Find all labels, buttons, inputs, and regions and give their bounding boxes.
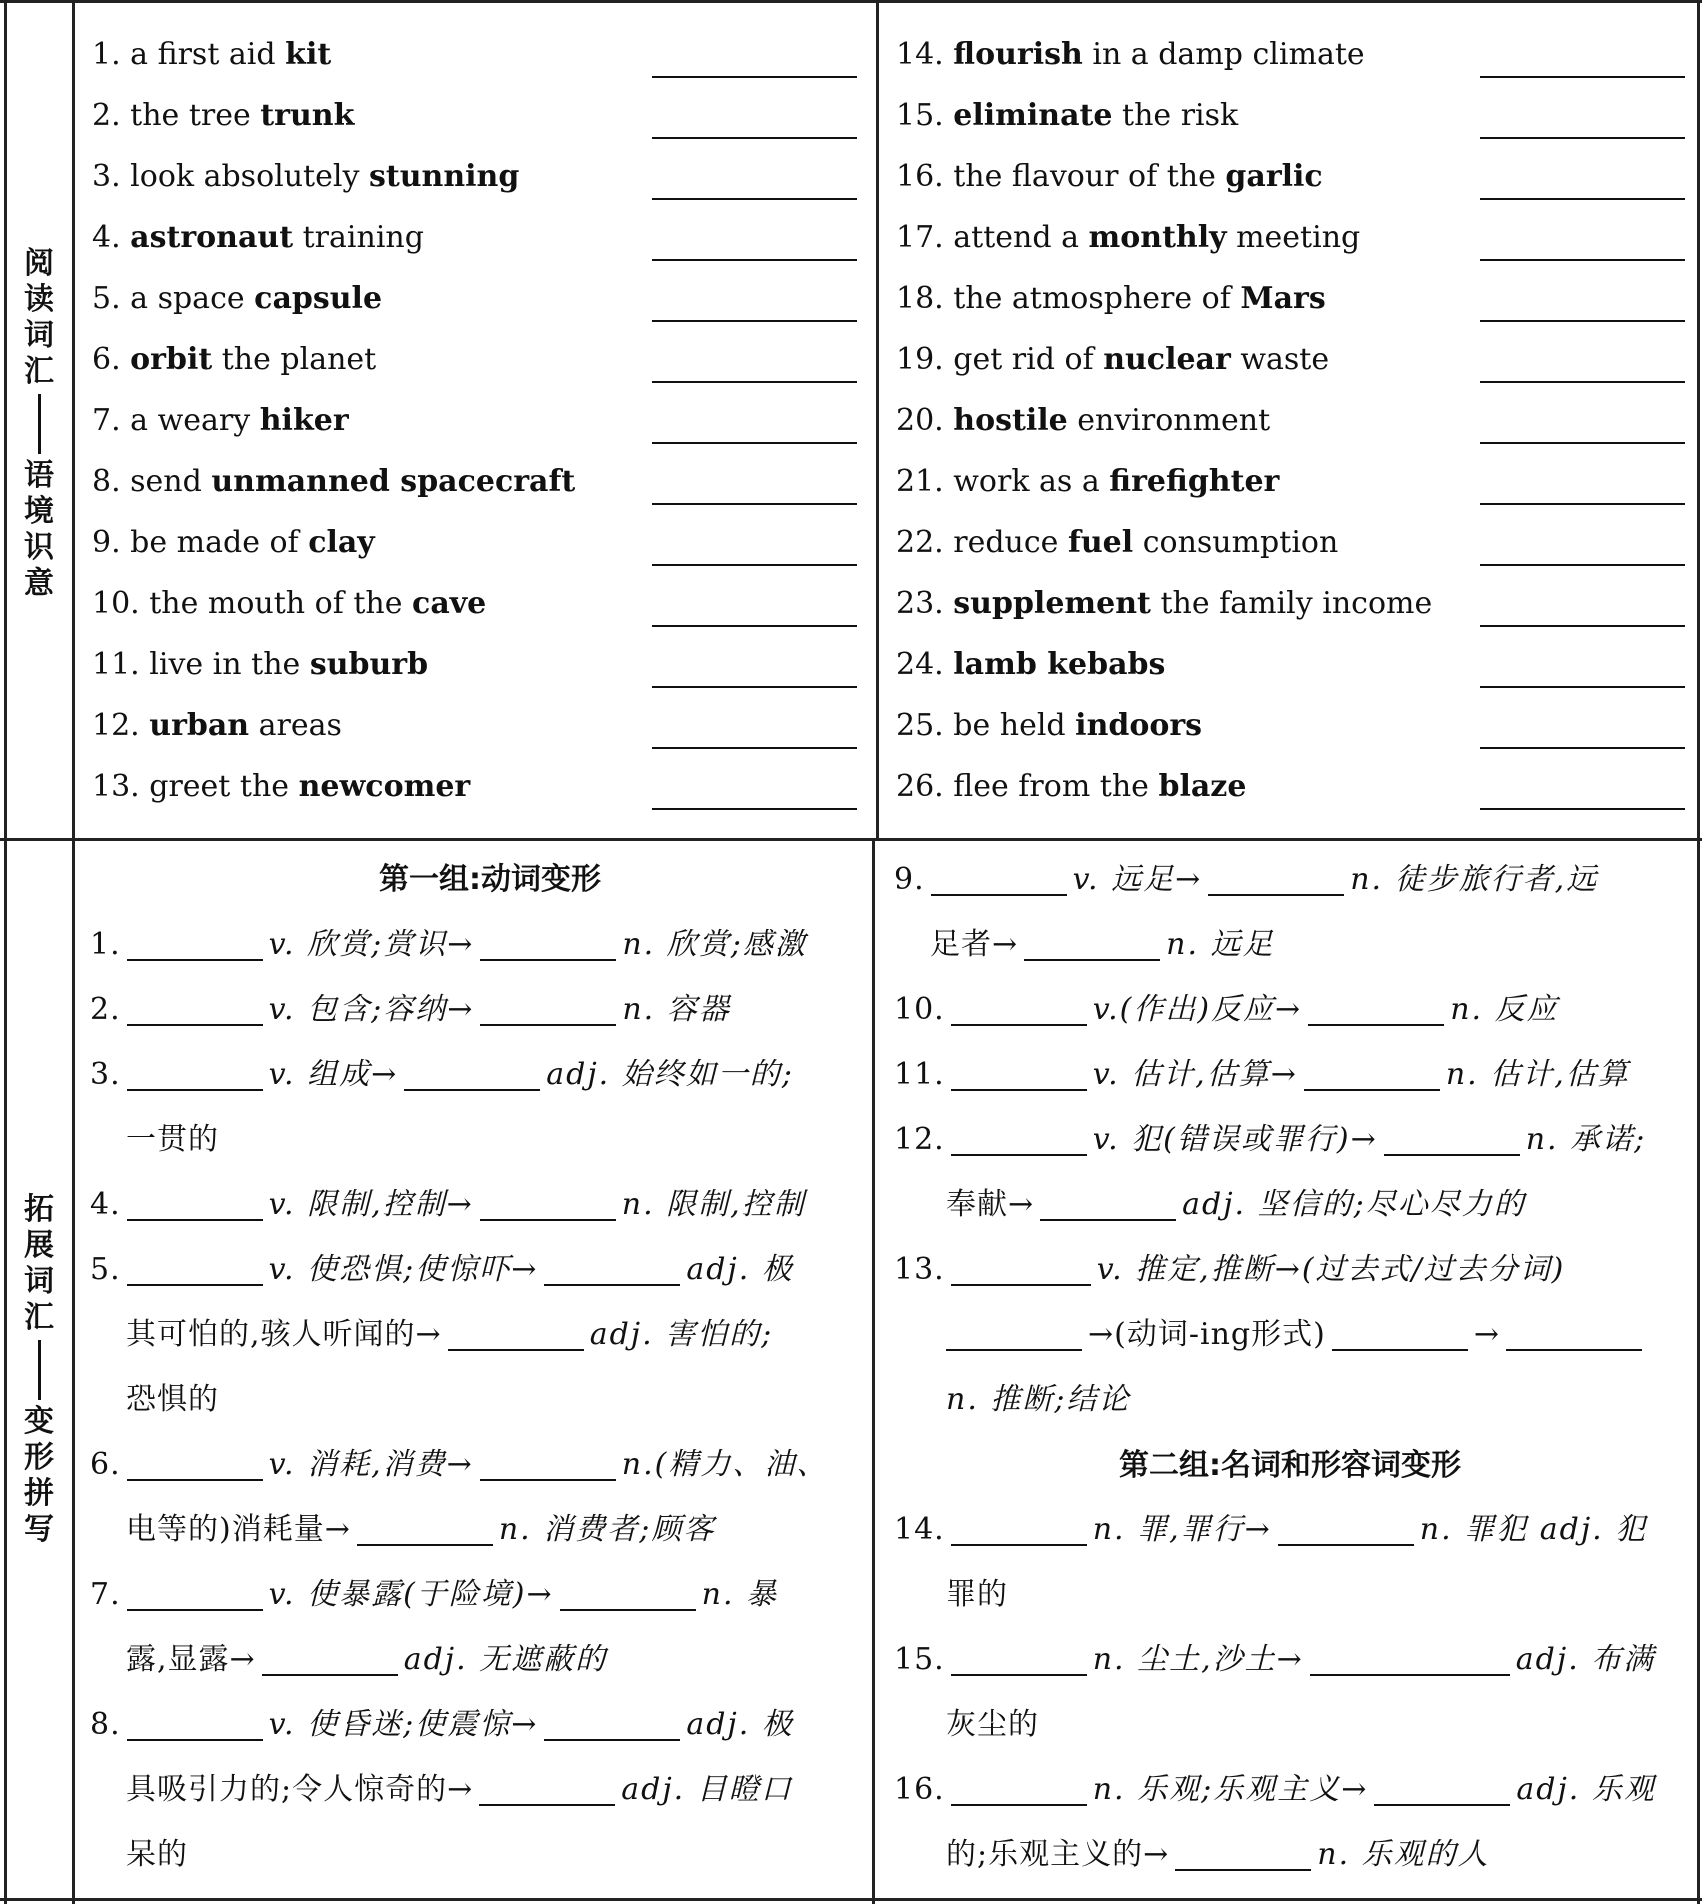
answer-blank[interactable] [652,625,857,627]
item-15: 15. n. 尘土,沙土→ adj. 布满 [894,1642,1656,1677]
blank-input[interactable] [127,1451,263,1481]
blank-input[interactable] [544,1711,680,1741]
right-border [1697,0,1700,1904]
vocab-text: consumption [1133,525,1339,560]
vocab-keyword: blaze [1158,769,1247,804]
blank-input[interactable] [127,1061,263,1091]
vocab-text: send [120,464,212,499]
answer-blank[interactable] [652,564,857,566]
vocab-text: work as a [943,464,1110,499]
blank-input[interactable] [951,1516,1087,1546]
vocab-text: meeting [1226,220,1361,255]
blank-input[interactable] [1332,1321,1468,1351]
blank-input[interactable] [1384,1126,1520,1156]
answer-blank[interactable] [1480,381,1685,383]
vocab-text: a weary [120,403,260,438]
vocab-item [896,396,1270,446]
item-12: 12. v. 犯(错误或罪行)→ n. 承诺; [894,1122,1647,1157]
vocab-text: 14. [896,37,944,72]
vocab-text: 5. [92,281,121,316]
item-5-cont2: 恐惧的 [126,1382,219,1417]
vocab-text: the mouth of the [139,586,413,621]
answer-blank[interactable] [1480,808,1685,810]
vocab-text: 24. [896,647,944,682]
vocab-keyword: suburb [309,647,429,682]
blank-input[interactable] [931,866,1067,896]
vocab-keyword: garlic [1225,159,1323,194]
answer-blank[interactable] [1480,686,1685,688]
answer-blank[interactable] [652,381,857,383]
vocab-text: the tree [120,98,261,133]
vocab-keyword: eliminate [953,98,1113,133]
vocab-item [92,518,375,568]
vocab-item [896,640,1165,690]
vocab-text: get rid of [943,342,1104,377]
vocab-item [92,335,376,385]
item-5-cont: 其可怕的,骇人听闻的→ adj. 害怕的; [126,1317,774,1352]
blank-input[interactable] [127,1581,263,1611]
answer-blank[interactable] [1480,747,1685,749]
blank-input[interactable] [448,1321,584,1351]
vocab-text: look absolutely [120,159,369,194]
blank-input[interactable] [262,1646,398,1676]
vocab-item [92,640,428,690]
vocab-text: the atmosphere of [943,281,1241,316]
item-7: 7. v. 使暴露(于险境)→ n. 暴 [90,1577,779,1612]
bottom-border [0,1898,1702,1901]
vocab-text: waste [1230,342,1330,377]
answer-blank[interactable] [652,686,857,688]
item-15-cont: 灰尘的 [946,1707,1039,1742]
item-10: 10. v.(作出)反应→ n. 反应 [894,992,1559,1027]
vocab-item [896,762,1246,812]
vocab-item [92,579,486,629]
vocab-item [92,457,575,507]
vocab-text: be made of [120,525,309,560]
blank-input[interactable] [951,996,1087,1026]
blank-input[interactable] [1374,1776,1510,1806]
vocab-keyword: hostile [953,403,1068,438]
vocab-text: the risk [1112,98,1239,133]
vocab-text: 13. [92,769,140,804]
blank-input[interactable] [1024,931,1160,961]
left-border [4,0,7,1904]
blank-input[interactable] [1040,1191,1176,1221]
vocab-item [896,335,1329,385]
blank-input[interactable] [1175,1841,1311,1871]
blank-input[interactable] [480,931,616,961]
blank-input[interactable] [946,1321,1082,1351]
vocab-text: 1. [92,37,121,72]
vocab-text [140,708,150,743]
blank-input[interactable] [1308,996,1444,1026]
vocab-item [92,91,354,141]
vocab-keyword: hiker [259,403,349,438]
section-label-expansion: 拓 展 词 汇 变 形 拼 写 [24,1192,54,1547]
blank-input[interactable] [480,1451,616,1481]
answer-blank[interactable] [652,503,857,505]
blank-input[interactable] [1304,1061,1440,1091]
blank-input[interactable] [479,1776,615,1806]
vocab-keyword: stunning [368,159,520,194]
answer-blank[interactable] [652,137,857,139]
group2-title: 第二组:名词和形容词变形 [1119,1448,1461,1483]
section-label-reading: 阅 读 词 汇 语 境 识 意 [24,246,54,601]
blank-input[interactable] [544,1256,680,1286]
blank-input[interactable] [951,1256,1091,1286]
vocab-keyword: flourish [953,37,1083,72]
answer-blank[interactable] [652,320,857,322]
item-8-cont2: 呆的 [126,1837,188,1872]
vocab-item [896,579,1432,629]
vocab-text: attend a [943,220,1089,255]
vocab-item [896,274,1326,324]
vocab-item [896,91,1238,141]
answer-blank[interactable] [652,747,857,749]
vocab-text: 3. [92,159,121,194]
vocab-keyword: capsule [254,281,383,316]
item-16-cont: 的;乐观主义的→ n. 乐观的人 [946,1837,1490,1872]
blank-input[interactable] [1310,1646,1510,1676]
item-9-cont: 足者→ n. 远足 [930,927,1275,962]
blank-input[interactable] [1506,1321,1642,1351]
vocab-item [92,30,331,80]
vocab-text: 16. [896,159,944,194]
vocab-item [896,457,1279,507]
blank-input[interactable] [127,996,263,1026]
vocab-item [896,30,1365,80]
vocab-text: the flavour of the [943,159,1226,194]
item-14: 14. n. 罪,罪行→ n. 罪犯 adj. 犯 [894,1512,1648,1547]
answer-blank[interactable] [652,442,857,444]
item-7-cont: 露,显露→ adj. 无遮蔽的 [126,1642,608,1677]
vocab-keyword: newcomer [298,769,471,804]
vocab-keyword: urban [149,708,250,743]
vocab-text: be held [943,708,1076,743]
vocab-item [92,274,382,324]
blank-input[interactable] [1278,1516,1414,1546]
vocab-text: 21. [896,464,944,499]
vocab-text: 22. [896,525,944,560]
vocab-item [896,213,1360,263]
vocab-keyword: cave [412,586,487,621]
vocab-text: 12. [92,708,140,743]
item-13-cont: →(动词-ing形式) → [940,1315,1648,1355]
item-3: 3. v. 组成→ adj. 始终如一的; [90,1057,794,1092]
blank-input[interactable] [951,1126,1087,1156]
vocab-text: live in the [139,647,310,682]
answer-blank[interactable] [1480,198,1685,200]
vocab-keyword: nuclear [1103,342,1231,377]
answer-blank[interactable] [1480,442,1685,444]
vocab-text: 7. [92,403,121,438]
vocab-text [944,647,954,682]
vocab-text: greet the [139,769,299,804]
vocab-text: 15. [896,98,944,133]
vocab-text: 11. [92,647,140,682]
blank-input[interactable] [127,931,263,961]
item-4: 4. v. 限制,控制→ n. 限制,控制 [90,1187,806,1222]
item-1: 1. v. 欣赏;赏识→ n. 欣赏;感激 [90,927,807,962]
item-9: 9. v. 远足→ n. 徒步旅行者,远 [894,862,1599,897]
vocab-text: 10. [92,586,140,621]
vocab-text: 4. [92,220,121,255]
answer-blank[interactable] [1480,320,1685,322]
answer-blank[interactable] [1480,259,1685,261]
vocab-keyword: fuel [1067,525,1134,560]
blank-input[interactable] [480,1191,616,1221]
vocab-keyword: clay [308,525,375,560]
vocab-keyword: astronaut [130,220,294,255]
vocab-keyword: kit [285,37,332,72]
vocab-text: a first aid [120,37,286,72]
blank-input[interactable] [127,1256,263,1286]
vocab-text: 25. [896,708,944,743]
column-divider-top [876,0,879,840]
vocab-text: flee from the [943,769,1159,804]
blank-input[interactable] [560,1581,696,1611]
item-16: 16. n. 乐观;乐观主义→ adj. 乐观 [894,1772,1656,1807]
blank-input[interactable] [357,1516,493,1546]
item-8-cont: 具吸引力的;令人惊奇的→ adj. 目瞪口 [126,1772,793,1807]
blank-input[interactable] [127,1191,263,1221]
blank-input[interactable] [404,1061,540,1091]
answer-blank[interactable] [1480,503,1685,505]
vocab-text: 26. [896,769,944,804]
blank-input[interactable] [951,1061,1087,1091]
vocab-text: in a damp climate [1082,37,1365,72]
vocab-text: 18. [896,281,944,316]
blank-input[interactable] [480,996,616,1026]
vocab-text: 19. [896,342,944,377]
answer-blank[interactable] [652,198,857,200]
vocab-item [92,152,519,202]
vocab-text: 8. [92,464,121,499]
vocab-keyword: firefighter [1109,464,1280,499]
vocab-text: 23. [896,586,944,621]
blank-input[interactable] [127,1711,263,1741]
vocab-text [944,98,954,133]
item-6: 6. v. 消耗,消费→ n.(精力、油、 [90,1447,829,1482]
vocab-text: 6. [92,342,121,377]
vocab-text: 17. [896,220,944,255]
column-divider-bottom [872,838,875,1904]
item-13: 13. v. 推定,推断→(过去式/过去分词) [894,1252,1566,1287]
vocab-text: the family income [1150,586,1433,621]
vocab-text [944,403,954,438]
vocab-keyword: monthly [1088,220,1227,255]
vocab-text: a space [120,281,255,316]
group1-title: 第一组:动词变形 [379,862,601,897]
vocab-item [92,396,349,446]
item-5: 5. v. 使恐惧;使惊吓→ adj. 极 [90,1252,794,1287]
item-3-cont: 一贯的 [126,1122,219,1157]
vocab-text: areas [249,708,342,743]
vocab-text: reduce [943,525,1068,560]
blank-input[interactable] [951,1776,1087,1806]
top-border [0,0,1702,3]
vocab-item [896,701,1202,751]
answer-blank[interactable] [1480,625,1685,627]
mid-divider [0,838,1702,841]
vocab-keyword: lamb kebabs [953,647,1166,682]
vocab-item [92,701,342,751]
blank-input[interactable] [1208,866,1344,896]
vocab-text: 20. [896,403,944,438]
answer-blank[interactable] [652,259,857,261]
vocab-text [944,586,954,621]
vocab-item [896,152,1323,202]
item-12-cont: 奉献→ adj. 坚信的;尽心尽力的 [946,1187,1526,1222]
item-2: 2. v. 包含;容纳→ n. 容器 [90,992,731,1027]
item-8: 8. v. 使昏迷;使震惊→ adj. 极 [90,1707,794,1742]
vocab-text [121,342,131,377]
vocab-item [92,213,424,263]
vocab-item [92,762,470,812]
label-divider [72,0,75,1904]
vocab-keyword: orbit [130,342,213,377]
answer-blank[interactable] [652,808,857,810]
vocab-keyword: indoors [1075,708,1203,743]
blank-input[interactable] [951,1646,1087,1676]
item-14-cont: 罪的 [946,1577,1008,1612]
vocab-keyword: Mars [1240,281,1326,316]
vocab-keyword: trunk [260,98,355,133]
item-11: 11. v. 估计,估算→ n. 估计,估算 [894,1057,1630,1092]
vocab-text: training [293,220,424,255]
vocab-text: environment [1067,403,1271,438]
answer-blank[interactable] [1480,137,1685,139]
vocab-keyword: supplement [953,586,1151,621]
vocab-keyword: unmanned spacecraft [211,464,576,499]
vocab-text [121,220,131,255]
vocab-text: 9. [92,525,121,560]
item-6-cont: 电等的)消耗量→ n. 消费者;顾客 [126,1512,716,1547]
vocab-text: the planet [212,342,377,377]
item-13-cont2: n. 推断;结论 [946,1382,1131,1417]
answer-blank[interactable] [652,76,857,78]
answer-blank[interactable] [1480,564,1685,566]
answer-blank[interactable] [1480,76,1685,78]
vocab-item [896,518,1338,568]
vocab-text: 2. [92,98,121,133]
vocab-text [944,37,954,72]
